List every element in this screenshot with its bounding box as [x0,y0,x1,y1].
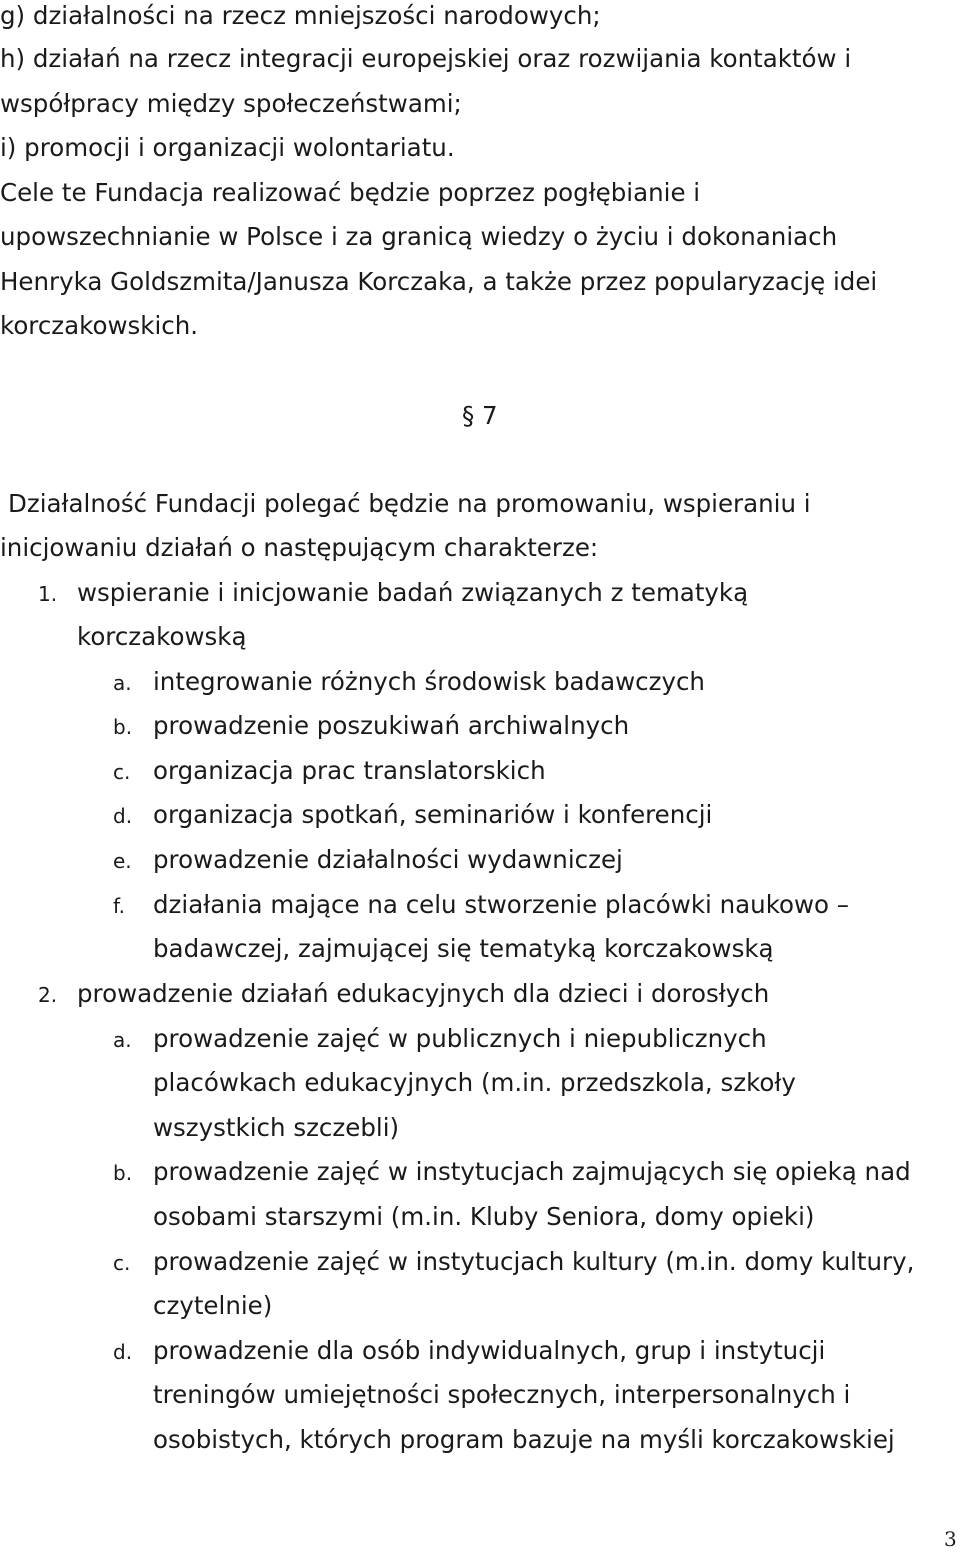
list-item-line: organizacja prac translatorskich [153,756,546,785]
list-item-line: prowadzenie poszukiwań archiwalnych [153,711,630,740]
list-marker: a. [113,1028,132,1052]
list-marker: d. [113,1340,133,1364]
list-marker: c. [113,760,131,784]
list-item-line: integrowanie różnych środowisk badawczych [153,667,705,696]
page-number: 3 [944,1527,957,1551]
list-item-line: badawczej, zajmującej się tematyką korczakowską [153,934,774,963]
list-item-line: prowadzenie działań edukacyjnych dla dzieci i dorosłych [77,979,770,1008]
list-marker: f. [113,894,125,918]
list-marker: c. [113,1251,131,1275]
intro-line-4: i) promocji i organizacji wolontariatu. [0,133,455,162]
list-marker: b. [113,1161,133,1185]
section-number: 7 [482,401,498,430]
list-item-line: wszystkich szczebli) [153,1113,400,1142]
list-marker: a. [113,671,132,695]
list-item-line: prowadzenie zajęć w instytucjach zajmujących się opieką nad [153,1157,911,1186]
list-marker: d. [113,804,133,828]
intro-line-7: Henryka Goldszmita/Janusza Korczaka, a także przez popularyzację idei [0,267,878,296]
list-item-line: organizacja spotkań, seminariów i konferencji [153,800,713,829]
list-item-line: prowadzenie zajęć w instytucjach kultury (m.in. domy kultury, [153,1247,915,1276]
intro-line-2: h) działań na rzecz integracji europejskiej oraz rozwijania kontaktów i [0,44,852,73]
intro-line-1: g) działalności na rzecz mniejszości narodowych; [0,1,601,30]
list-item-line: wspieranie i inicjowanie badań związanych z tematyką [77,578,749,607]
list-item-line: osobistych, których program bazuje na myśli korczakowskiej [153,1425,895,1454]
intro-line-5: Cele te Fundacja realizować będzie poprzez pogłębianie i [0,178,701,207]
list-item-line: czytelnie) [153,1291,273,1320]
list-marker: 1. [38,582,58,606]
list-item-line: działania mające na celu stworzenie placówki naukowo – [153,890,850,919]
list-item-line: korczakowską [77,622,247,651]
list-item-line: prowadzenie zajęć w publicznych i niepublicznych [153,1024,767,1053]
intro-line-3: współpracy między społeczeństwami; [0,89,462,118]
section-intro-line-1: Działalność Fundacji polegać będzie na promowaniu, wspieraniu i [8,489,811,518]
list-marker: e. [113,849,132,873]
section-heading [462,401,498,431]
list-item-line: prowadzenie działalności wydawniczej [153,845,623,874]
list-marker: b. [113,715,133,739]
intro-line-8: korczakowskich. [0,311,199,340]
list-item-line: osobami starszymi (m.in. Kluby Seniora, domy opieki) [153,1202,815,1231]
intro-line-6: upowszechnianie w Polsce i za granicą wiedzy o życiu i dokonaniach [0,222,838,251]
list-item-line: treningów umiejętności społecznych, interpersonalnych i [153,1380,851,1409]
section-intro-line-2: inicjowaniu działań o następującym charakterze: [0,533,599,562]
list-item-line: placówkach edukacyjnych (m.in. przedszkola, szkoły [153,1068,796,1097]
list-item-line: prowadzenie dla osób indywidualnych, grup i instytucji [153,1336,826,1365]
section-symbol: § [462,401,475,430]
list-marker: 2. [38,983,58,1007]
